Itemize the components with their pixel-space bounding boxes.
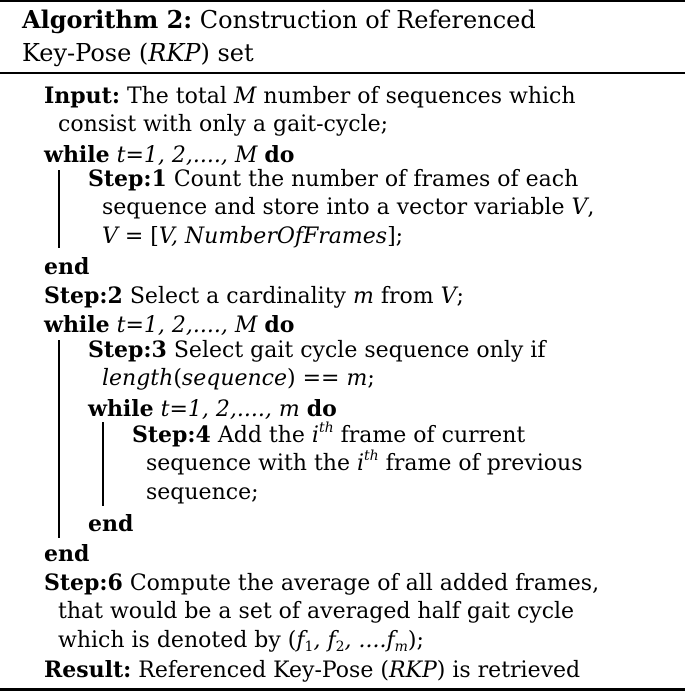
math-var: V [102, 224, 118, 249]
while3-block-bar [102, 422, 104, 506]
text: ( [173, 366, 182, 391]
loop-condition: t=1, 2,...., M [109, 143, 265, 168]
while-keyword: while [44, 142, 110, 168]
do-keyword: do [306, 396, 337, 422]
while-keyword: while [88, 396, 154, 422]
step1-line1 [88, 165, 578, 194]
algorithm-caption-line1 [22, 5, 536, 35]
math-var: length [102, 366, 174, 391]
subscript: 2 [335, 639, 345, 655]
superscript: th [364, 448, 379, 464]
caption-rkp: RKP [148, 39, 201, 67]
text: ); [407, 628, 424, 653]
subscript: 1 [304, 639, 314, 655]
step4-line1 [132, 421, 525, 450]
step1-line2 [102, 194, 594, 222]
math-var: m [352, 284, 374, 309]
text: Referenced Key-Pose ( [131, 658, 389, 683]
step-label: Step:3 [88, 337, 167, 363]
subscript: m [394, 639, 408, 655]
step-label: Step:1 [88, 166, 167, 192]
end1-line: end [44, 254, 90, 280]
text: frame of current [333, 423, 526, 448]
text: Compute the average of all added frames, [122, 571, 600, 596]
text: Select gait cycle sequence only if [166, 338, 546, 363]
math-var: V [440, 284, 457, 309]
result-line [44, 656, 580, 685]
while3-line [88, 395, 337, 424]
algorithm-caption-line2 [22, 38, 254, 68]
step-label: Step:6 [44, 570, 123, 596]
algorithm-label: Algorithm 2: [22, 5, 193, 34]
caption-rule [0, 72, 685, 74]
step6-line2 [58, 598, 574, 626]
math-var: V, NumberOfFrames [158, 224, 388, 249]
step6-line1 [44, 569, 599, 598]
do-keyword: do [264, 312, 295, 338]
text: sequence with the [146, 451, 357, 476]
text: from [373, 284, 441, 309]
result-keyword: Result: [44, 657, 132, 683]
text: The total [126, 84, 234, 109]
text: sequence; [146, 480, 259, 505]
step-label: Step:2 [44, 283, 123, 309]
step3-line2 [102, 365, 375, 393]
input-line1 [44, 82, 576, 111]
math-var: f [296, 628, 305, 653]
math-var: m [346, 366, 368, 391]
text: Select a cardinality [122, 284, 353, 309]
do-keyword: do [264, 142, 295, 168]
loop-condition: t=1, 2,...., m [153, 397, 307, 422]
end2-line: end [44, 541, 90, 567]
loop-condition: t=1, 2,...., M [109, 313, 265, 338]
text: = [ [117, 224, 159, 249]
text: Add the [210, 423, 312, 448]
step1-line3 [102, 223, 403, 251]
top-rule [0, 0, 685, 2]
step-label: Step:4 [132, 422, 211, 448]
caption-text: Key-Pose ( [22, 39, 149, 67]
math-var: , f [313, 628, 336, 653]
text: ; [367, 366, 375, 391]
text: ) is retrieved [436, 658, 581, 683]
while1-block-bar [58, 170, 60, 248]
text: ]; [387, 224, 404, 249]
math-var: M [233, 84, 257, 109]
text: ; [456, 284, 464, 309]
text: which is denoted by ( [58, 628, 297, 653]
text: number of sequences which [256, 84, 576, 109]
math-var: i [356, 451, 365, 476]
algorithm-title-part1: Construction of Referenced [199, 6, 536, 34]
text: Count the number of frames of each [166, 167, 579, 192]
text: ) == [287, 366, 347, 391]
text: sequence and store into a vector variable [102, 195, 572, 220]
input-keyword: Input: [44, 83, 120, 109]
caption-text-end: ) set [200, 39, 254, 67]
step4-line3 [146, 479, 259, 507]
superscript: th [318, 420, 334, 436]
math-var: V [571, 195, 588, 220]
math-var: i [311, 423, 319, 448]
step6-line3 [58, 627, 424, 655]
text: , [587, 195, 595, 220]
end3-line: end [88, 511, 134, 537]
while-keyword: while [44, 312, 110, 338]
math-var: , ....f [344, 628, 395, 653]
while2-block-bar [58, 340, 60, 538]
text: frame of previous [378, 451, 583, 476]
text: consist with only a gait-cycle; [58, 112, 389, 137]
math-var: RKP [388, 658, 437, 683]
text: that would be a set of averaged half gait cycle [58, 599, 575, 624]
input-line2 [58, 111, 388, 139]
step2-line [44, 282, 464, 311]
math-var: sequence [181, 366, 288, 391]
step3-line1 [88, 336, 545, 365]
step4-line2 [146, 450, 583, 478]
